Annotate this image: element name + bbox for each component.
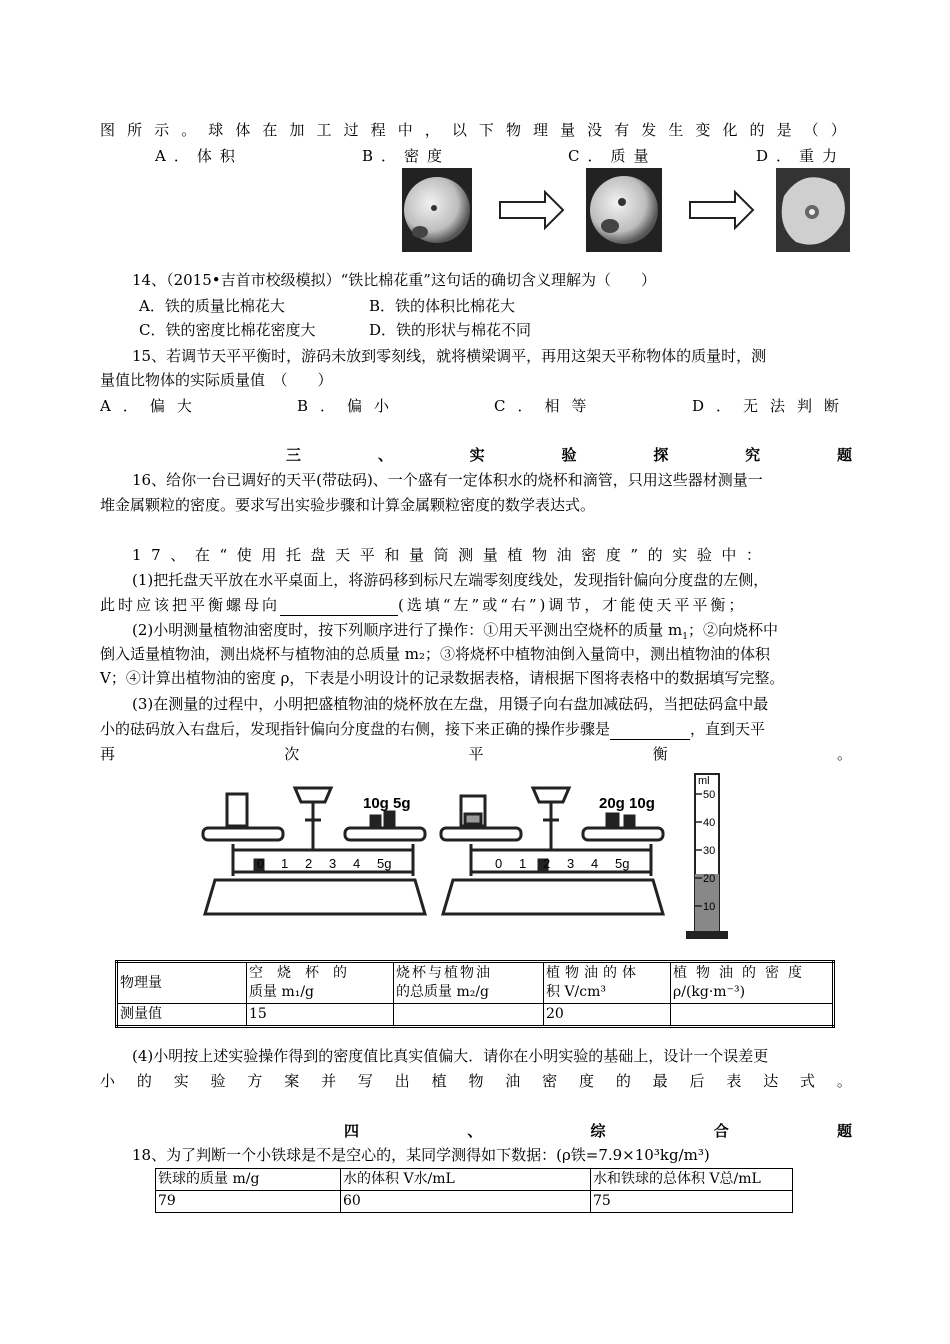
cylinder-tick-label: 50 bbox=[703, 789, 716, 801]
scale-tick-label: 4 bbox=[591, 856, 599, 871]
q15-option-a: A．偏大 bbox=[100, 397, 204, 415]
heading-char: 、 bbox=[467, 1122, 483, 1140]
heading-char: 四 bbox=[344, 1122, 360, 1140]
text-char: 平 bbox=[468, 745, 484, 763]
text-char: 最 bbox=[652, 1072, 668, 1090]
heading-char: 究 bbox=[745, 446, 761, 464]
stem-char: 理 bbox=[533, 121, 549, 139]
text-char: 物 bbox=[468, 1072, 484, 1090]
stem-char: 没 bbox=[587, 121, 603, 139]
stem-char: 下 bbox=[478, 121, 494, 139]
text-char: 写 bbox=[357, 1072, 373, 1090]
stem-char: 在 bbox=[262, 121, 278, 139]
text-char: 度 bbox=[578, 1072, 594, 1090]
q15-option-c: C．相等 bbox=[494, 397, 599, 415]
text-char: 实 bbox=[173, 1072, 189, 1090]
scale-tick-label: 0 bbox=[257, 856, 265, 871]
arrow-icon bbox=[690, 192, 753, 228]
heading-char: 验 bbox=[561, 446, 577, 464]
q13-stem bbox=[100, 120, 846, 140]
q18-stem: 18、为了判断一个小铁球是不是空心的，某同学测得如下数据：(ρ铁=7.9×10³kg/m³) bbox=[132, 1146, 710, 1164]
cylinder-tick-label: 30 bbox=[703, 845, 716, 857]
q17-p2-line3: V；④计算出植物油的密度 ρ，下表是小明设计的记录数据表格，请根据下图将表格中的数据填写完整。 bbox=[100, 669, 785, 687]
table-header-cell: 烧杯与植物油 的总质量 m₂/g bbox=[394, 962, 544, 1004]
text-char: 的 bbox=[615, 1072, 631, 1090]
stem-char: 是 bbox=[776, 121, 792, 139]
section4-heading bbox=[344, 1120, 852, 1141]
heading-char: 综 bbox=[590, 1122, 606, 1140]
q16-line2: 堆金属颗粒的密度。要求写出实验步骤和计算金属颗粒密度的数学表达式。 bbox=[100, 496, 596, 514]
stem-char: 物 bbox=[505, 121, 521, 139]
section3-heading bbox=[286, 444, 852, 465]
text-char: 次 bbox=[284, 745, 300, 763]
q17-title: 17、在“使用托盘天平和量筒测量植物油密度”的实验中： bbox=[132, 546, 771, 564]
q17-figure bbox=[195, 768, 735, 940]
q16-line1: 16、给你一台已调好的天平(带砝码)、一个盛有一定体积水的烧杯和滴管，只用这些器材测量一 bbox=[132, 471, 763, 489]
stem-char: 。 bbox=[181, 121, 197, 139]
q15-stem-line1: 15、若调节天平平衡时，游码未放到零刻线，就将横梁调平，再用这架天平称物体的质量时，测 bbox=[132, 347, 767, 365]
table-header-cell: 物理量 bbox=[117, 962, 247, 1004]
table-cell: 20 bbox=[544, 1004, 671, 1027]
scale-tick-label: 5g bbox=[615, 856, 630, 871]
table-header-row bbox=[117, 962, 834, 1004]
q17-p2-line1: (2)小明测量植物油密度时，按下列顺序进行了操作：①用天平测出空烧杯的质量 $m_1$；②向烧杯中 bbox=[132, 621, 778, 642]
text-char: 并 bbox=[321, 1072, 337, 1090]
q14-stem: 14、（2015•吉首市校级模拟）“铁比棉花重”这句话的确切含义理解为（ ） bbox=[132, 271, 656, 289]
q17-p4-line1: (4)小明按上述实验操作得到的密度值比真实值偏大．请你在小明实验的基础上，设计一个误差更 bbox=[132, 1047, 769, 1065]
answer-blank-2[interactable] bbox=[610, 719, 690, 740]
table-header-cell: 铁球的质量 m/g bbox=[156, 1169, 341, 1191]
text-char: 的 bbox=[136, 1072, 152, 1090]
cylinder-tick-label: 10 bbox=[703, 901, 716, 913]
heading-char: 合 bbox=[713, 1122, 729, 1140]
text-char: 案 bbox=[284, 1072, 300, 1090]
scale-tick-label: 1 bbox=[281, 856, 289, 871]
q15-options bbox=[100, 396, 854, 416]
table-row bbox=[156, 1191, 793, 1213]
stem-char: （ bbox=[803, 121, 819, 139]
stem-char: 化 bbox=[722, 121, 738, 139]
heading-char: 、 bbox=[377, 446, 393, 464]
stem-char: 的 bbox=[749, 121, 765, 139]
text-char: 衡 bbox=[652, 745, 668, 763]
table-header-cell: 植物油的体 积 V/cm³ bbox=[544, 962, 671, 1004]
text-char: 表 bbox=[726, 1072, 742, 1090]
q14-option-a: A．铁的质量比棉花大 bbox=[139, 297, 285, 315]
scale-tick-label: 5g bbox=[377, 856, 392, 871]
stem-char: 程 bbox=[370, 121, 386, 139]
table-cell: 15 bbox=[247, 1004, 394, 1027]
text-char: 验 bbox=[210, 1072, 226, 1090]
stem-char: 量 bbox=[560, 121, 576, 139]
text-char: 达 bbox=[763, 1072, 779, 1090]
q13-option-c: C．质量 bbox=[568, 147, 657, 165]
q17-p2-line2: 倒入适量植物油，测出烧杯与植物油的总质量 m₂；③将烧杯中植物油倒入量筒中，测出植物油的体积 bbox=[100, 645, 771, 663]
table-cell[interactable] bbox=[394, 1004, 544, 1027]
stem-char: 示 bbox=[154, 121, 170, 139]
stem-char: 加 bbox=[289, 121, 305, 139]
scale-tick-label: 2 bbox=[543, 856, 551, 871]
text-char: 油 bbox=[505, 1072, 521, 1090]
q17-p1-line1: (1)把托盘天平放在水平桌面上，将游码移到标尺左端零刻度线处，发现指针偏向分度盘的左侧， bbox=[132, 571, 769, 589]
heading-char: 题 bbox=[836, 1122, 852, 1140]
stem-char: 过 bbox=[343, 121, 359, 139]
cylinder-tick-label: 40 bbox=[703, 817, 716, 829]
heading-char: 三 bbox=[286, 446, 302, 464]
heading-char: 题 bbox=[836, 446, 852, 464]
q17-p3-line3 bbox=[100, 744, 852, 764]
table-header-cell: 空 烧 杯 的 质量 m₁/g bbox=[247, 962, 394, 1004]
stem-char: 有 bbox=[614, 121, 630, 139]
stem-char: ， bbox=[424, 121, 440, 139]
table-cell[interactable] bbox=[671, 1004, 834, 1027]
scale-tick-label: 4 bbox=[353, 856, 361, 871]
text-char: 。 bbox=[836, 1072, 852, 1090]
q14-option-d: D．铁的形状与棉花不同 bbox=[369, 321, 532, 339]
stem-char: 工 bbox=[316, 121, 332, 139]
stem-char: 球 bbox=[208, 121, 224, 139]
answer-blank-1[interactable] bbox=[280, 595, 398, 616]
table-header-row bbox=[156, 1169, 793, 1191]
q17-p1-line2: 此时应该把平衡螺母向 (选填“左”或“右”)调节，才能使天平平衡； bbox=[100, 596, 747, 614]
stem-char: 变 bbox=[695, 121, 711, 139]
stem-char: 图 bbox=[100, 121, 116, 139]
q17-p3-line2: 小的砝码放入右盘后，发现指针偏向分度盘的右侧，接下来正确的操作步骤是 ，直到天平 bbox=[100, 720, 766, 738]
table-header-cell: 水和铁球的总体积 V总/mL bbox=[591, 1169, 793, 1191]
stem-char: 体 bbox=[235, 121, 251, 139]
q13-option-d: D．重力 bbox=[756, 147, 846, 165]
heading-char: 探 bbox=[653, 446, 669, 464]
scale-tick-label: 3 bbox=[329, 856, 337, 871]
stem-char: 中 bbox=[397, 121, 413, 139]
right-weights-label: 20g 10g bbox=[599, 795, 655, 812]
table-cell: 75 bbox=[591, 1191, 793, 1213]
text-char: 出 bbox=[394, 1072, 410, 1090]
text-char: 再 bbox=[100, 745, 116, 763]
table-header-cell: 水的体积 V水/mL bbox=[341, 1169, 591, 1191]
cylinder-unit-label: ml bbox=[698, 775, 710, 787]
scale-tick-label: 0 bbox=[495, 856, 503, 871]
q15-option-d: D．无法判断 bbox=[692, 397, 852, 415]
q17-data-table bbox=[115, 960, 835, 1028]
stem-char: 生 bbox=[668, 121, 684, 139]
text-char: 密 bbox=[542, 1072, 558, 1090]
text-char: 式 bbox=[800, 1072, 816, 1090]
text-char: 后 bbox=[689, 1072, 705, 1090]
q14-option-b: B．铁的体积比棉花大 bbox=[369, 297, 516, 315]
stem-char: ） bbox=[830, 121, 846, 139]
q13-options bbox=[100, 146, 854, 166]
table-cell: 79 bbox=[156, 1191, 341, 1213]
q13-figure bbox=[400, 166, 852, 254]
q14-option-c: C．铁的密度比棉花密度大 bbox=[139, 321, 316, 339]
table-header-cell: 植物油的密度 ρ/(kg·m⁻³) bbox=[671, 962, 834, 1004]
q13-option-a: A．体积 bbox=[155, 147, 243, 165]
text-char: 方 bbox=[247, 1072, 263, 1090]
scale-tick-label: 3 bbox=[567, 856, 575, 871]
q13-option-b: B．密度 bbox=[362, 147, 451, 165]
q17-p3-line1: (3)在测量的过程中，小明把盛植物油的烧杯放在左盘，用镊子向右盘加减砝码，当把砝码盒中最 bbox=[132, 695, 769, 713]
scale-tick-label: 2 bbox=[305, 856, 313, 871]
stem-char: 发 bbox=[641, 121, 657, 139]
text-char: 小 bbox=[100, 1072, 116, 1090]
table-cell: 60 bbox=[341, 1191, 591, 1213]
q17-p4-line2 bbox=[100, 1071, 852, 1091]
q15-option-b: B．偏小 bbox=[297, 397, 402, 415]
stem-char: 以 bbox=[451, 121, 467, 139]
heading-char: 实 bbox=[469, 446, 485, 464]
ball-image-2 bbox=[590, 176, 658, 244]
table-cell: 测量值 bbox=[117, 1004, 247, 1027]
stem-char: 所 bbox=[127, 121, 143, 139]
q18-data-table bbox=[155, 1168, 793, 1213]
arrow-icon bbox=[500, 192, 563, 228]
q15-stem-line2: 量值比物体的实际质量值 （ ） bbox=[100, 371, 333, 389]
text-char: 植 bbox=[431, 1072, 447, 1090]
text-char: 。 bbox=[836, 745, 852, 763]
table-row bbox=[117, 1004, 834, 1027]
left-weights-label: 10g 5g bbox=[363, 795, 411, 812]
scale-tick-label: 1 bbox=[519, 856, 527, 871]
cylinder-tick-label: 20 bbox=[703, 873, 716, 885]
